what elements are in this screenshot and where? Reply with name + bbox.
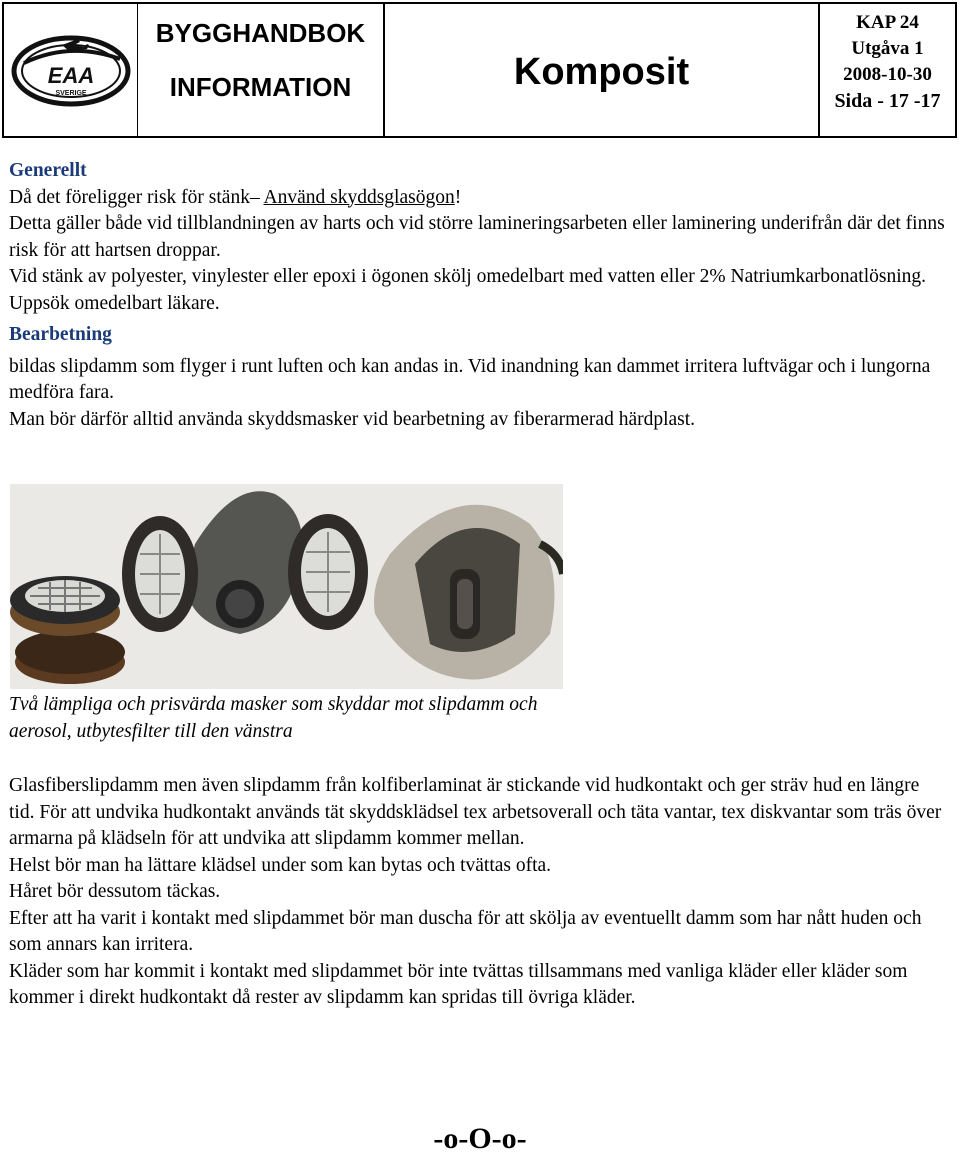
chapter-label: KAP 24 [856, 12, 919, 33]
paragraph-generellt-1: Detta gäller både vid tillblandningen av harts och vid större lamineringsarbeten eller laminering underifrån där det finns risk för att hartsen droppar. [9, 213, 945, 261]
photo-caption: Två lämpliga och prisvärda masker som skyddar mot slipdamm och aerosol, utbytesfilter till den vänstra [9, 694, 538, 742]
paragraph-bearbetning-2: Man bör därför alltid använda skyddsmasker vid bearbetning av fiberarmerad härdplast. [9, 408, 696, 430]
meta-cell [820, 4, 955, 136]
section-heading-generellt: Generellt [9, 160, 87, 181]
paragraph-warning: Då det föreligger risk för stänk– Använd skyddsglasögon! [9, 186, 462, 208]
info-line1: BYGGHANDBOK [155, 18, 366, 48]
eaa-logo [10, 31, 132, 109]
page-title: Komposit [385, 4, 820, 136]
end-mark: -o-O-o- [433, 1122, 527, 1155]
svg-text:SVERIGE: SVERIGE [54, 90, 87, 97]
safety-glasses-emphasis: Använd skyddsglasögon [263, 186, 455, 208]
page-number: Sida - 17 -17 [834, 90, 941, 112]
paragraph-generellt-2: Vid stänk av polyester, vinylester eller epoxi i ögonen skölj omedelbart med vatten eller 2% Natriumkarbonatlösning. Uppsök omedelbart läkare. [9, 266, 927, 314]
paragraph-body-2: Helst bör man ha lättare klädsel under som kan bytas och tvättas ofta. [9, 854, 552, 876]
paragraph-bearbetning-1: bildas slipdamm som flyger i runt luften och kan andas in. Vid inandning kan dammet irritera luftvägar och i lungorna medföra fara. [9, 355, 931, 403]
paragraph-body-3: Håret bör dessutom täckas. [9, 881, 221, 902]
masks-photo [10, 484, 563, 689]
main-content [9, 158, 949, 433]
protective-clothing-text [9, 773, 949, 1012]
svg-text:EAA: EAA [47, 63, 94, 88]
section-heading-bearbetning: Bearbetning [9, 324, 112, 345]
document-header [2, 2, 957, 138]
paragraph-body-4: Efter att ha varit i kontakt med slipdammet bör man duscha för att skölja av eventuellt damm som har nått huden och som annars kan irritera. [9, 907, 922, 955]
info-cell [138, 4, 385, 136]
edition-label: Utgåva 1 [851, 38, 924, 59]
date-label: 2008-10-30 [843, 64, 932, 85]
paragraph-body-5: Kläder som har kommit i kontakt med slipdammet bör inte tvättas tillsammans med vanliga kläder eller kläder som kommer i direkt hudkontakt då rester av slipdamm kan spridas till övriga kläder. [9, 960, 908, 1008]
logo-cell [4, 4, 138, 136]
info-line2: INFORMATION [169, 72, 352, 102]
paragraph-body-1: Glasfiberslipdamm men även slipdamm från kolfiberlaminat är stickande vid hudkontakt och ger sträv hud en längre tid. För att undvika hudkontakt används tät skyddsklädsel tex arbetsoverall och täta vantar, tex diskvantar som träs över armarna på klädseln för att undvika att slipdamm kommer mellan. [9, 775, 942, 849]
